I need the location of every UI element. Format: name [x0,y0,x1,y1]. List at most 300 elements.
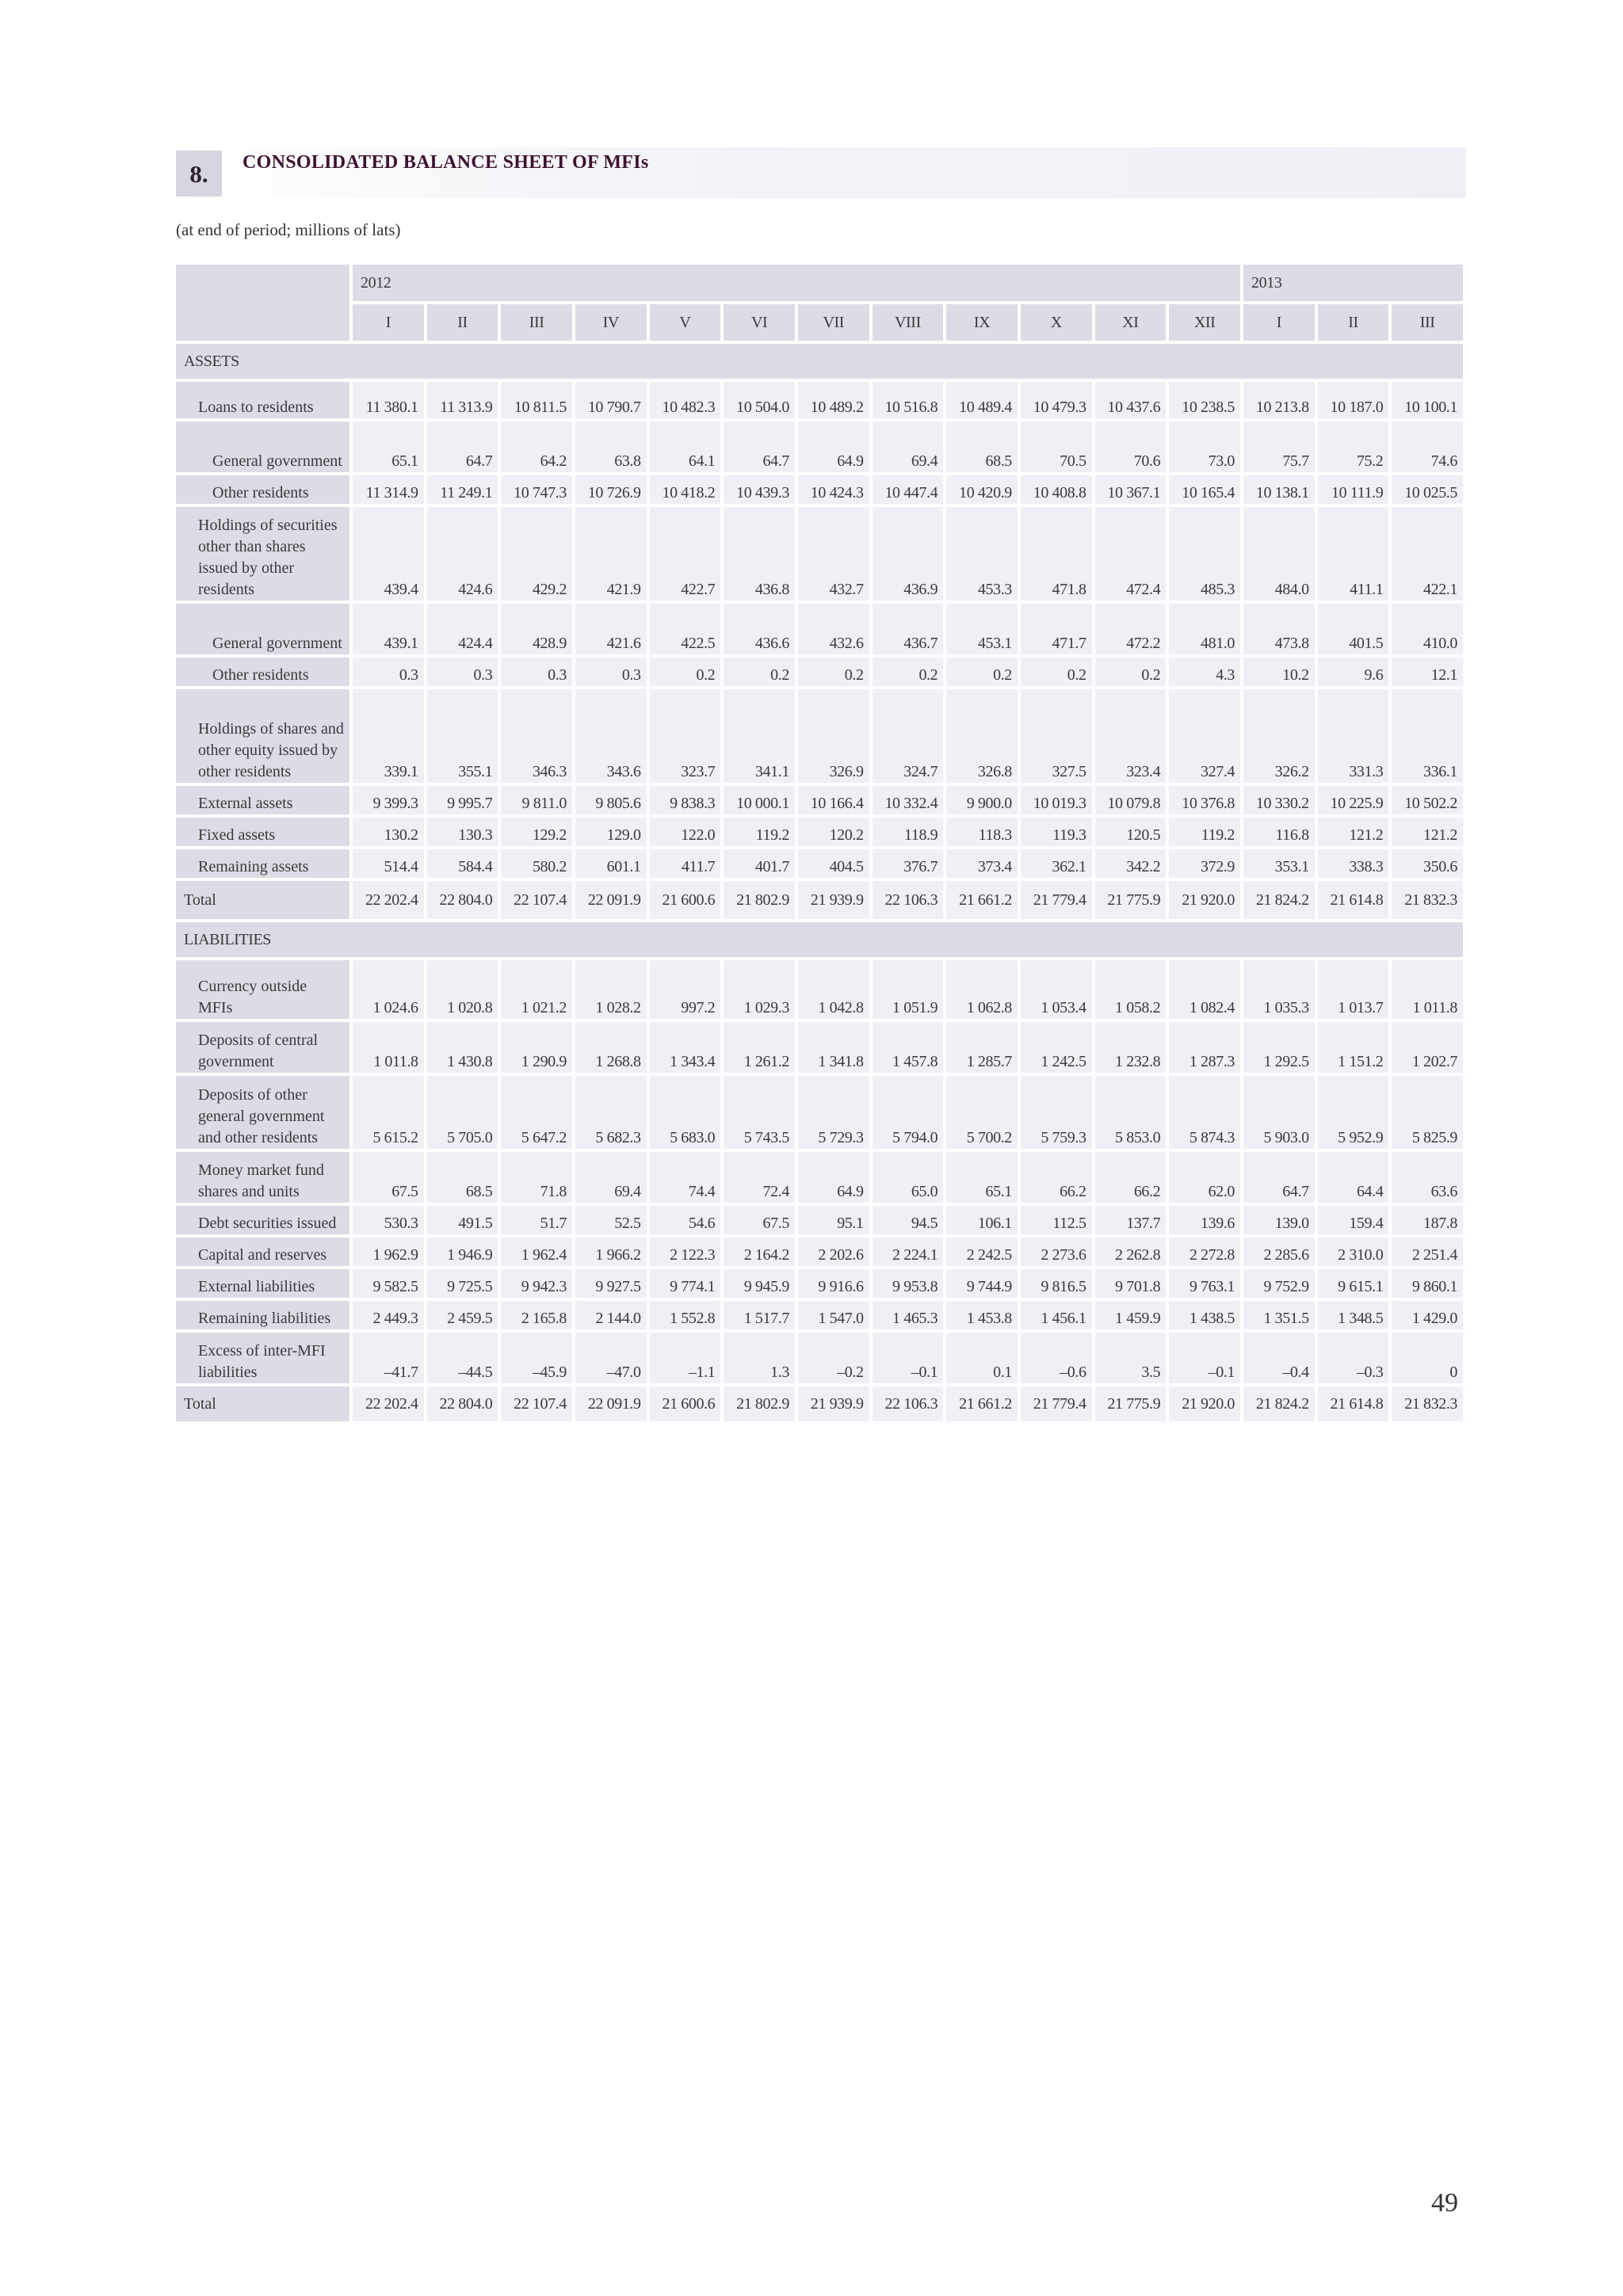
value-cell: –0.6 [1021,1333,1095,1386]
value-cell: 10 447.4 [873,475,947,507]
row-label: External liabilities [176,1269,353,1301]
month-header: III [1392,304,1466,344]
value-cell: 411.1 [1318,507,1392,604]
value-cell: 0.2 [873,658,947,689]
value-cell: 401.5 [1318,604,1392,658]
value-cell: 1 290.9 [501,1022,575,1076]
value-cell: 1 459.9 [1095,1301,1170,1333]
value-cell: 22 202.4 [353,1386,427,1425]
value-cell: 21 832.3 [1392,1386,1466,1425]
value-cell: 1 268.8 [575,1022,650,1076]
value-cell: 9 816.5 [1021,1269,1095,1301]
value-cell: 9 701.8 [1095,1269,1170,1301]
month-header: III [501,304,575,344]
value-cell: 9 860.1 [1392,1269,1466,1301]
value-cell: 10 079.8 [1095,786,1170,818]
value-cell: 5 683.0 [650,1076,724,1152]
value-cell: 69.4 [873,421,947,475]
value-cell: 0.2 [724,658,798,689]
value-cell: 121.2 [1392,818,1466,849]
month-header: XI [1095,304,1170,344]
value-cell: 1 029.3 [724,960,798,1022]
value-cell: 21 614.8 [1318,1386,1392,1425]
value-cell: 21 661.2 [946,1386,1021,1425]
value-cell: –47.0 [575,1333,650,1386]
month-header: VI [724,304,798,344]
value-cell: 21 824.2 [1243,881,1318,922]
month-header: VII [798,304,873,344]
value-cell: 1 242.5 [1021,1022,1095,1076]
value-cell: 10 420.9 [946,475,1021,507]
table-row [176,1152,1466,1206]
value-cell: 1 552.8 [650,1301,724,1333]
value-cell: 10 504.0 [724,382,798,421]
value-cell: 9 774.1 [650,1269,724,1301]
row-label: Deposits of other general government and other residents [176,1076,353,1152]
value-cell: 376.7 [873,849,947,881]
value-cell: 331.3 [1318,689,1392,786]
value-cell: 73.0 [1169,421,1243,475]
value-cell: 129.2 [501,818,575,849]
value-cell: 601.1 [575,849,650,881]
row-label: Remaining assets [176,849,353,881]
value-cell: 62.0 [1169,1152,1243,1206]
value-cell: 1 062.8 [946,960,1021,1022]
value-cell: 436.9 [873,507,947,604]
section-number: 8. [176,151,222,196]
value-cell: –0.1 [873,1333,947,1386]
value-cell: 10 330.2 [1243,786,1318,818]
value-cell: 21 661.2 [946,881,1021,922]
value-cell: 10 439.3 [724,475,798,507]
value-cell: 471.8 [1021,507,1095,604]
row-label: Currency outside MFIs [176,960,353,1022]
value-cell: 10 479.3 [1021,382,1095,421]
value-cell: 1 962.9 [353,1238,427,1269]
value-cell: 421.9 [575,507,650,604]
value-cell: 0.2 [946,658,1021,689]
table-row [176,507,1466,604]
value-cell: 66.2 [1021,1152,1095,1206]
value-cell: 10 418.2 [650,475,724,507]
value-cell: 9 763.1 [1169,1269,1243,1301]
value-cell: 21 939.9 [798,881,873,922]
month-header: XII [1169,304,1243,344]
value-cell: 74.4 [650,1152,724,1206]
value-cell: 326.9 [798,689,873,786]
value-cell: 11 314.9 [353,475,427,507]
year-2012-header: 2012 [353,265,1243,304]
value-cell: 9 900.0 [946,786,1021,818]
value-cell: 10 213.8 [1243,382,1318,421]
value-cell: 372.9 [1169,849,1243,881]
value-cell: 1 013.7 [1318,960,1392,1022]
value-cell: 64.9 [798,1152,873,1206]
value-cell: 1 035.3 [1243,960,1318,1022]
value-cell: 410.0 [1392,604,1466,658]
value-cell: 401.7 [724,849,798,881]
value-cell: –0.3 [1318,1333,1392,1386]
value-cell: 0.3 [353,658,427,689]
value-cell: 22 107.4 [501,1386,575,1425]
value-cell: 10 019.3 [1021,786,1095,818]
value-cell: 350.6 [1392,849,1466,881]
value-cell: 9 615.1 [1318,1269,1392,1301]
table-row [176,818,1466,849]
value-cell: 119.2 [1169,818,1243,849]
total-row [176,881,1466,922]
value-cell: 21 775.9 [1095,881,1170,922]
value-cell: 1 341.8 [798,1022,873,1076]
value-cell: 21 600.6 [650,1386,724,1425]
value-cell: 1 962.4 [501,1238,575,1269]
value-cell: 10 489.4 [946,382,1021,421]
value-cell: 404.5 [798,849,873,881]
value-cell: 9 744.9 [946,1269,1021,1301]
value-cell: 424.4 [427,604,502,658]
value-cell: 9 916.6 [798,1269,873,1301]
value-cell: 2 165.8 [501,1301,575,1333]
value-cell: 355.1 [427,689,502,786]
month-header: X [1021,304,1095,344]
value-cell: 10 424.3 [798,475,873,507]
value-cell: 75.7 [1243,421,1318,475]
value-cell: 9 942.3 [501,1269,575,1301]
value-cell: 75.2 [1318,421,1392,475]
table-row [176,960,1466,1022]
value-cell: 120.5 [1095,818,1170,849]
value-cell: 21 775.9 [1095,1386,1170,1425]
month-header: VIII [873,304,947,344]
value-cell: 1 946.9 [427,1238,502,1269]
value-cell: 21 824.2 [1243,1386,1318,1425]
value-cell: –45.9 [501,1333,575,1386]
value-cell: 64.7 [1243,1152,1318,1206]
value-cell: 1 053.4 [1021,960,1095,1022]
value-cell: 10 489.2 [798,382,873,421]
value-cell: 327.4 [1169,689,1243,786]
table-title: CONSOLIDATED BALANCE SHEET OF MFIs [242,152,649,173]
value-cell: 21 600.6 [650,881,724,922]
value-cell: 1 051.9 [873,960,947,1022]
value-cell: 63.8 [575,421,650,475]
value-cell: 5 874.3 [1169,1076,1243,1152]
value-cell: 1 517.7 [724,1301,798,1333]
table-row [176,849,1466,881]
value-cell: 116.8 [1243,818,1318,849]
value-cell: 21 920.0 [1169,1386,1243,1425]
value-cell: 10 376.8 [1169,786,1243,818]
section-header-row [176,922,1466,960]
value-cell: 453.1 [946,604,1021,658]
value-cell: 130.2 [353,818,427,849]
value-cell: 0.3 [427,658,502,689]
value-cell: 10 516.8 [873,382,947,421]
table-subtitle: (at end of period; millions of lats) [176,220,401,239]
value-cell: 411.7 [650,849,724,881]
value-cell: 10 187.0 [1318,382,1392,421]
year-2013-header: 2013 [1243,265,1466,304]
value-cell: 10 790.7 [575,382,650,421]
value-cell: 67.5 [724,1206,798,1238]
value-cell: 5 729.3 [798,1076,873,1152]
value-cell: 72.4 [724,1152,798,1206]
value-cell: 21 802.9 [724,1386,798,1425]
row-label: Holdings of securities other than shares issued by other residents [176,507,353,604]
value-cell: 2 122.3 [650,1238,724,1269]
value-cell: 10 138.1 [1243,475,1318,507]
value-cell: 1 438.5 [1169,1301,1243,1333]
value-cell: 0.1 [946,1333,1021,1386]
value-cell: 63.6 [1392,1152,1466,1206]
value-cell: 2 459.5 [427,1301,502,1333]
value-cell: 436.6 [724,604,798,658]
value-cell: 22 091.9 [575,881,650,922]
value-cell: 429.2 [501,507,575,604]
table-row [176,786,1466,818]
value-cell: 11 313.9 [427,382,502,421]
value-cell: 67.5 [353,1152,427,1206]
value-cell: 21 802.9 [724,881,798,922]
month-header: IX [946,304,1021,344]
value-cell: 0.2 [1095,658,1170,689]
row-label: External assets [176,786,353,818]
value-cell: 22 106.3 [873,881,947,922]
value-cell: 439.1 [353,604,427,658]
value-cell: 1 024.6 [353,960,427,1022]
value-cell: 94.5 [873,1206,947,1238]
table-row [176,382,1466,421]
row-label: Other residents [176,658,353,689]
value-cell: 1 292.5 [1243,1022,1318,1076]
value-cell: 119.2 [724,818,798,849]
value-cell: 472.4 [1095,507,1170,604]
value-cell: 326.8 [946,689,1021,786]
value-cell: 5 825.9 [1392,1076,1466,1152]
value-cell: 64.7 [724,421,798,475]
table-row [176,1076,1466,1152]
value-cell: 22 107.4 [501,881,575,922]
value-cell: 119.3 [1021,818,1095,849]
value-cell: 95.1 [798,1206,873,1238]
value-cell: 22 804.0 [427,1386,502,1425]
value-cell: 432.7 [798,507,873,604]
value-cell: 0.2 [1021,658,1095,689]
row-label: Other residents [176,475,353,507]
value-cell: –1.1 [650,1333,724,1386]
value-cell: 9 805.6 [575,786,650,818]
value-cell: 70.5 [1021,421,1095,475]
value-cell: 64.4 [1318,1152,1392,1206]
value-cell: 9 945.9 [724,1269,798,1301]
value-cell: 22 091.9 [575,1386,650,1425]
value-cell: 2 272.8 [1169,1238,1243,1269]
value-cell: 338.3 [1318,849,1392,881]
value-cell: 428.9 [501,604,575,658]
value-cell: 1 261.2 [724,1022,798,1076]
table-title-bar [176,147,1466,198]
month-header: I [353,304,427,344]
value-cell: 10 238.5 [1169,382,1243,421]
row-label: General government [176,421,353,475]
row-label: Fixed assets [176,818,353,849]
row-label: Capital and reserves [176,1238,353,1269]
table-row [176,1333,1466,1386]
value-cell: 1 151.2 [1318,1022,1392,1076]
value-cell: 362.1 [1021,849,1095,881]
value-cell: 424.6 [427,507,502,604]
value-cell: 10 165.4 [1169,475,1243,507]
value-cell: 373.4 [946,849,1021,881]
value-cell: 324.7 [873,689,947,786]
table-row [176,1269,1466,1301]
table-row [176,1022,1466,1076]
value-cell: 137.7 [1095,1206,1170,1238]
value-cell: 9.6 [1318,658,1392,689]
value-cell: 139.6 [1169,1206,1243,1238]
value-cell: 326.2 [1243,689,1318,786]
month-header-row [176,304,1466,344]
value-cell: 10 367.1 [1095,475,1170,507]
value-cell: 439.4 [353,507,427,604]
value-cell: 336.1 [1392,689,1466,786]
value-cell: 323.7 [650,689,724,786]
value-cell: 1 465.3 [873,1301,947,1333]
table-row [176,1206,1466,1238]
value-cell: 5 682.3 [575,1076,650,1152]
value-cell: 5 705.0 [427,1076,502,1152]
row-label: Debt securities issued [176,1206,353,1238]
value-cell: 10 726.9 [575,475,650,507]
value-cell: 21 779.4 [1021,881,1095,922]
value-cell: 10 502.2 [1392,786,1466,818]
value-cell: 21 939.9 [798,1386,873,1425]
value-cell: 9 582.5 [353,1269,427,1301]
value-cell: 11 380.1 [353,382,427,421]
value-cell: 422.5 [650,604,724,658]
value-cell: 436.7 [873,604,947,658]
row-label: Total [176,1386,353,1425]
year-header-row [176,265,1466,304]
value-cell: 1 351.5 [1243,1301,1318,1333]
month-header: I [1243,304,1318,344]
value-cell: 10 332.4 [873,786,947,818]
value-cell: 10 225.9 [1318,786,1392,818]
row-label: Loans to residents [176,382,353,421]
value-cell: 21 920.0 [1169,881,1243,922]
value-cell: 0 [1392,1333,1466,1386]
row-label: Remaining liabilities [176,1301,353,1333]
value-cell: 122.0 [650,818,724,849]
value-cell: 342.2 [1095,849,1170,881]
value-cell: 5 700.2 [946,1076,1021,1152]
value-cell: 10 408.8 [1021,475,1095,507]
value-cell: 5 853.0 [1095,1076,1170,1152]
value-cell: 485.3 [1169,507,1243,604]
page-number: 49 [1431,2188,1458,2218]
value-cell: 2 251.4 [1392,1238,1466,1269]
value-cell: 2 262.8 [1095,1238,1170,1269]
value-cell: 327.5 [1021,689,1095,786]
value-cell: 9 838.3 [650,786,724,818]
value-cell: 1 343.4 [650,1022,724,1076]
row-label: Excess of inter-MFI liabilities [176,1333,353,1386]
value-cell: 2 449.3 [353,1301,427,1333]
value-cell: 21 832.3 [1392,881,1466,922]
row-label: Deposits of central government [176,1022,353,1076]
value-cell: 0.2 [650,658,724,689]
value-cell: 10 811.5 [501,382,575,421]
value-cell: 9 399.3 [353,786,427,818]
value-cell: 2 144.0 [575,1301,650,1333]
value-cell: 472.2 [1095,604,1170,658]
value-cell: 4.3 [1169,658,1243,689]
value-cell: 1 202.7 [1392,1022,1466,1076]
value-cell: 1 287.3 [1169,1022,1243,1076]
value-cell: 2 285.6 [1243,1238,1318,1269]
value-cell: 1 348.5 [1318,1301,1392,1333]
value-cell: 1 429.0 [1392,1301,1466,1333]
table-row [176,658,1466,689]
value-cell: 514.4 [353,849,427,881]
value-cell: 1 020.8 [427,960,502,1022]
value-cell: 118.3 [946,818,1021,849]
value-cell: 9 811.0 [501,786,575,818]
value-cell: –0.4 [1243,1333,1318,1386]
row-label: Holdings of shares and other equity issued by other residents [176,689,353,786]
section-header: ASSETS [176,344,1466,382]
value-cell: 422.1 [1392,507,1466,604]
section-header: LIABILITIES [176,922,1466,960]
value-cell: 10 747.3 [501,475,575,507]
value-cell: 64.7 [427,421,502,475]
value-cell: 343.6 [575,689,650,786]
value-cell: 580.2 [501,849,575,881]
value-cell: 139.0 [1243,1206,1318,1238]
month-header: II [427,304,502,344]
value-cell: 339.1 [353,689,427,786]
value-cell: 10 166.4 [798,786,873,818]
value-cell: 530.3 [353,1206,427,1238]
value-cell: 5 794.0 [873,1076,947,1152]
value-cell: 69.4 [575,1152,650,1206]
value-cell: 473.8 [1243,604,1318,658]
balance-sheet-table [176,265,1466,1425]
value-cell: 5 743.5 [724,1076,798,1152]
value-cell: 64.1 [650,421,724,475]
value-cell: 421.6 [575,604,650,658]
value-cell: 1 082.4 [1169,960,1243,1022]
value-cell: 0.3 [501,658,575,689]
table-row [176,604,1466,658]
header-corner [176,265,353,344]
value-cell: 1 966.2 [575,1238,650,1269]
table-row [176,1301,1466,1333]
value-cell: 481.0 [1169,604,1243,658]
value-cell: 22 106.3 [873,1386,947,1425]
value-cell: 2 224.1 [873,1238,947,1269]
month-header: II [1318,304,1392,344]
value-cell: 74.6 [1392,421,1466,475]
value-cell: 64.2 [501,421,575,475]
value-cell: 129.0 [575,818,650,849]
value-cell: 0.2 [798,658,873,689]
value-cell: –0.1 [1169,1333,1243,1386]
value-cell: 10 482.3 [650,382,724,421]
value-cell: 22 804.0 [427,881,502,922]
value-cell: 1 430.8 [427,1022,502,1076]
value-cell: 9 953.8 [873,1269,947,1301]
